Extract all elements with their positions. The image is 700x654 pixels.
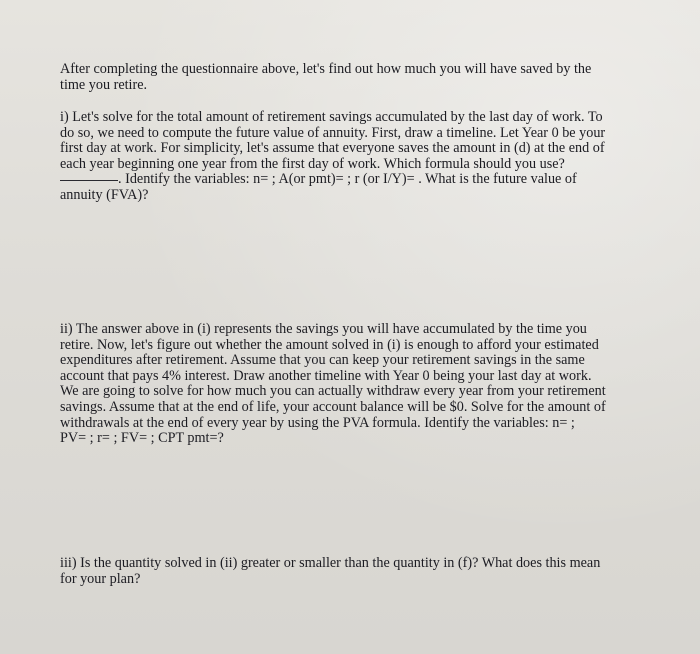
part-iii-paragraph bbox=[60, 556, 635, 587]
intro-line: After completing the questionnaire above, let's find out how much you will have saved by the bbox=[60, 61, 592, 77]
intro-paragraph bbox=[60, 62, 635, 93]
part-i-variables-text: . Identify the variables: n= ; A(or pmt)= ; r (or I/Y)= . What is the future value of bbox=[118, 171, 577, 188]
part-ii-line: withdrawals at the end of every year by using the PVA formula. Identify the variables: n= ; bbox=[60, 414, 575, 431]
part-i-blank-line bbox=[60, 172, 635, 188]
part-ii-line: retire. Now, let's figure out whether the amount solved in (i) is enough to afford your estimated bbox=[60, 336, 599, 353]
part-i-line: each year beginning one year from the first day of work. Which formula should you use? bbox=[60, 155, 565, 172]
formula-answer-blank[interactable] bbox=[60, 179, 118, 181]
part-ii-line: account that pays 4% interest. Draw another timeline with Year 0 being your last day at work. bbox=[60, 367, 592, 384]
part-ii-line: ii) The answer above in (i) represents the savings you will have accumulated by the time you bbox=[60, 321, 587, 337]
part-iii-line: for your plan? bbox=[60, 570, 141, 587]
part-ii-line: We are going to solve for how much you can actually withdraw every year from your retirement bbox=[60, 383, 606, 400]
part-i-paragraph bbox=[60, 110, 635, 204]
part-i-line: i) Let's solve for the total amount of retirement savings accumulated by the last day of work. To bbox=[60, 109, 603, 125]
part-ii-line: savings. Assume that at the end of life, your account balance will be $0. Solve for the amount of bbox=[60, 398, 606, 415]
part-ii-paragraph bbox=[60, 322, 635, 447]
part-i-line: annuity (FVA)? bbox=[60, 186, 149, 203]
part-i-line: do so, we need to compute the future value of annuity. First, draw a timeline. Let Year 0 be your bbox=[60, 124, 606, 141]
part-ii-line: expenditures after retirement. Assume that you can keep your retirement savings in the same bbox=[60, 352, 585, 369]
intro-line: time you retire. bbox=[60, 76, 148, 93]
part-ii-line: PV= ; r= ; FV= ; CPT pmt=? bbox=[60, 430, 224, 447]
part-i-line: first day at work. For simplicity, let's assume that everyone saves the amount in (d) at the end of bbox=[60, 140, 605, 157]
part-iii-line: iii) Is the quantity solved in (ii) greater or smaller than the quantity in (f)? What does this mean bbox=[60, 555, 601, 571]
